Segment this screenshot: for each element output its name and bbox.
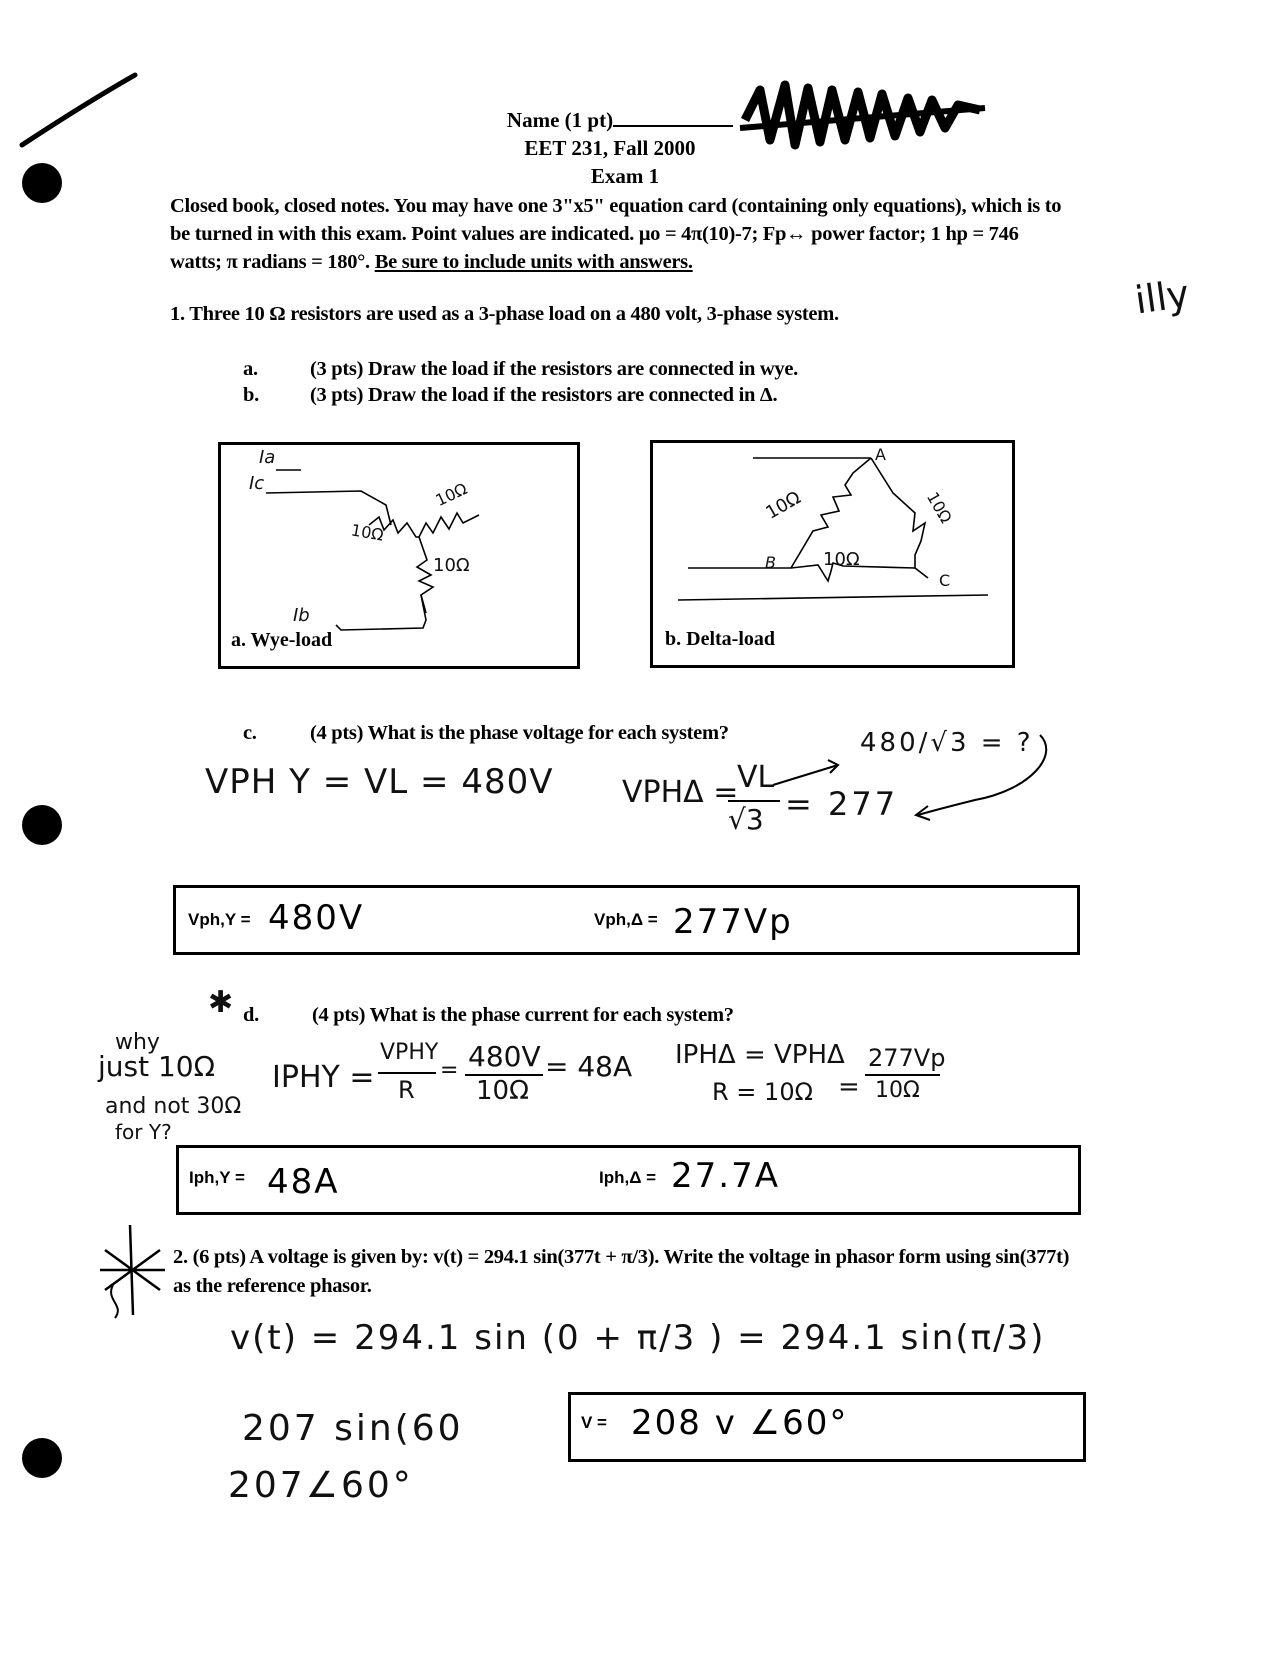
q1d-equals-2: = <box>838 1072 860 1102</box>
q1a-letter: a. <box>243 358 258 380</box>
iph-wye-label: Iph,Y = <box>189 1168 245 1187</box>
wye-label-ib: Ib <box>293 605 310 626</box>
q1c-fraction-bar <box>728 800 780 802</box>
q1b-text: (3 pts) Draw the load if the resistors are connected in Δ. <box>310 384 778 406</box>
q1d-work-wye-f2-den: 10Ω <box>476 1076 529 1106</box>
q1c-work-delta-lhs: VPHΔ = <box>622 775 739 810</box>
q1d-margin-note-3: and not 30Ω <box>105 1094 242 1119</box>
q1c-work-wye: VPH Y = VL = 480V <box>205 762 554 802</box>
margin-tally: illy <box>1132 271 1192 323</box>
iph-delta-label: Iph,Δ = <box>599 1168 657 1187</box>
q2-star-mark <box>95 1220 175 1330</box>
q1c-answer-box <box>173 885 1080 955</box>
instructions-emphasis: Be sure to include units with answers. <box>374 251 693 273</box>
q1d-answer-box <box>176 1145 1081 1215</box>
delta-node-a: A <box>875 445 886 464</box>
instructions <box>170 192 1070 276</box>
delta-resistor-label-3: 10Ω <box>922 488 956 527</box>
q1d-work-wye-f2-num: 480V <box>468 1040 541 1073</box>
phasor-label: V = <box>581 1413 607 1432</box>
wye-resistor-label-3: 10Ω <box>433 555 470 576</box>
delta-resistor-label-2: 10Ω <box>823 549 860 570</box>
q1d-fraction-bar-3 <box>865 1074 940 1076</box>
name-line <box>470 108 770 133</box>
q1d-work-delta-f-num: 277Vp <box>868 1044 946 1072</box>
iph-wye-value: 48A <box>267 1162 340 1202</box>
q1c-work-delta-num: VL <box>737 760 775 795</box>
wye-label-ia: Ia <box>259 447 276 468</box>
q1d-star: ✱ <box>208 985 234 1020</box>
q2-text: 2. (6 pts) A voltage is given by: v(t) = 294.1 sin(377t + π/3). Write the voltage in phasor form using sin(377t) as the reference phasor. <box>173 1246 1070 1297</box>
q1d-work-delta-f-den: 10Ω <box>875 1078 920 1103</box>
q2-work-line-3: 207∠60° <box>228 1465 414 1506</box>
binder-hole-top <box>22 163 62 203</box>
exam-title: Exam 1 <box>590 164 660 188</box>
iph-delta-value: 27.7A <box>671 1156 780 1196</box>
q1d-text: (4 pts) What is the phase current for each system? <box>312 1004 734 1026</box>
binder-hole-middle <box>22 805 62 845</box>
q1d-letter: d. <box>243 1004 259 1026</box>
course-title: EET 231, Fall 2000 <box>524 136 696 160</box>
q1c-letter: c. <box>243 722 257 744</box>
wye-label-ic: Ic <box>249 473 265 494</box>
q1c-work-delta-result: = 277 <box>785 785 899 823</box>
binder-hole-bottom <box>22 1438 62 1478</box>
vph-delta-label: Vph,Δ = <box>594 910 658 929</box>
q1d-margin-note-1: why <box>115 1030 160 1055</box>
instructions-text: Closed book, closed notes. You may have one 3"x5" equation card (containing only equations), which is to be turned in with this exam. Point values are indicated. μo = 4π(10)-7; Fp↔ power factor; 1 hp = 746 watts; π radians = 180°. <box>170 195 1062 273</box>
q2-work-line-1: v(t) = 294.1 sin (0 + π/3 ) = 294.1 sin(π/3) <box>230 1318 1046 1358</box>
wye-load-box <box>218 442 580 669</box>
wye-caption: a. Wye-load <box>231 629 333 651</box>
vph-wye-value: 480V <box>268 898 365 938</box>
q1a-text: (3 pts) Draw the load if the resistors are connected in wye. <box>310 358 798 380</box>
q1d-margin-note-4: for Y? <box>115 1120 172 1144</box>
wye-resistor-label-2: 10Ω <box>432 479 471 510</box>
wye-resistor-label-1: 10Ω <box>349 520 385 545</box>
q1d-work-wye-f1-num: VPHY <box>380 1040 439 1065</box>
q1d-work-wye-lhs: IPHY = <box>272 1060 375 1095</box>
vph-wye-label: Vph,Y = <box>188 910 251 929</box>
q1d-work-wye-f1-den: R <box>398 1076 415 1104</box>
q1c-text: (4 pts) What is the phase voltage for each system? <box>310 722 729 744</box>
q1c-note: 480/√3 = ? <box>860 728 1034 758</box>
q1d-work-wye-result: = 48A <box>545 1050 633 1083</box>
q2-answer-box <box>568 1392 1086 1462</box>
redacted-name-scribble <box>740 70 1000 160</box>
delta-resistor-label-1: 10Ω <box>762 487 805 524</box>
vph-delta-value: 277Vp <box>673 902 793 942</box>
q1c-work-delta-den: √3 <box>728 803 764 836</box>
q1d-work-delta-line1: IPHΔ = VPHΔ <box>675 1040 845 1070</box>
q1b-letter: b. <box>243 384 259 406</box>
q1-stem: 1. Three 10 Ω resistors are used as a 3-phase load on a 480 volt, 3-phase system. <box>170 303 839 325</box>
q1d-fraction-bar-1 <box>378 1072 436 1074</box>
delta-caption: b. Delta-load <box>665 628 775 650</box>
delta-node-b: B <box>765 553 776 572</box>
delta-load-box <box>650 440 1015 668</box>
q1d-margin-note-2: just 10Ω <box>98 1050 216 1083</box>
delta-node-c: C <box>939 571 951 590</box>
q1d-equals: = <box>440 1058 459 1083</box>
q2-work-line-2: 207 sin(60 <box>242 1408 464 1449</box>
q1d-work-delta-line2: R = 10Ω <box>712 1078 813 1106</box>
phasor-value: 208 v ∠60° <box>631 1403 849 1443</box>
name-label: Name (1 pt) <box>506 108 614 132</box>
